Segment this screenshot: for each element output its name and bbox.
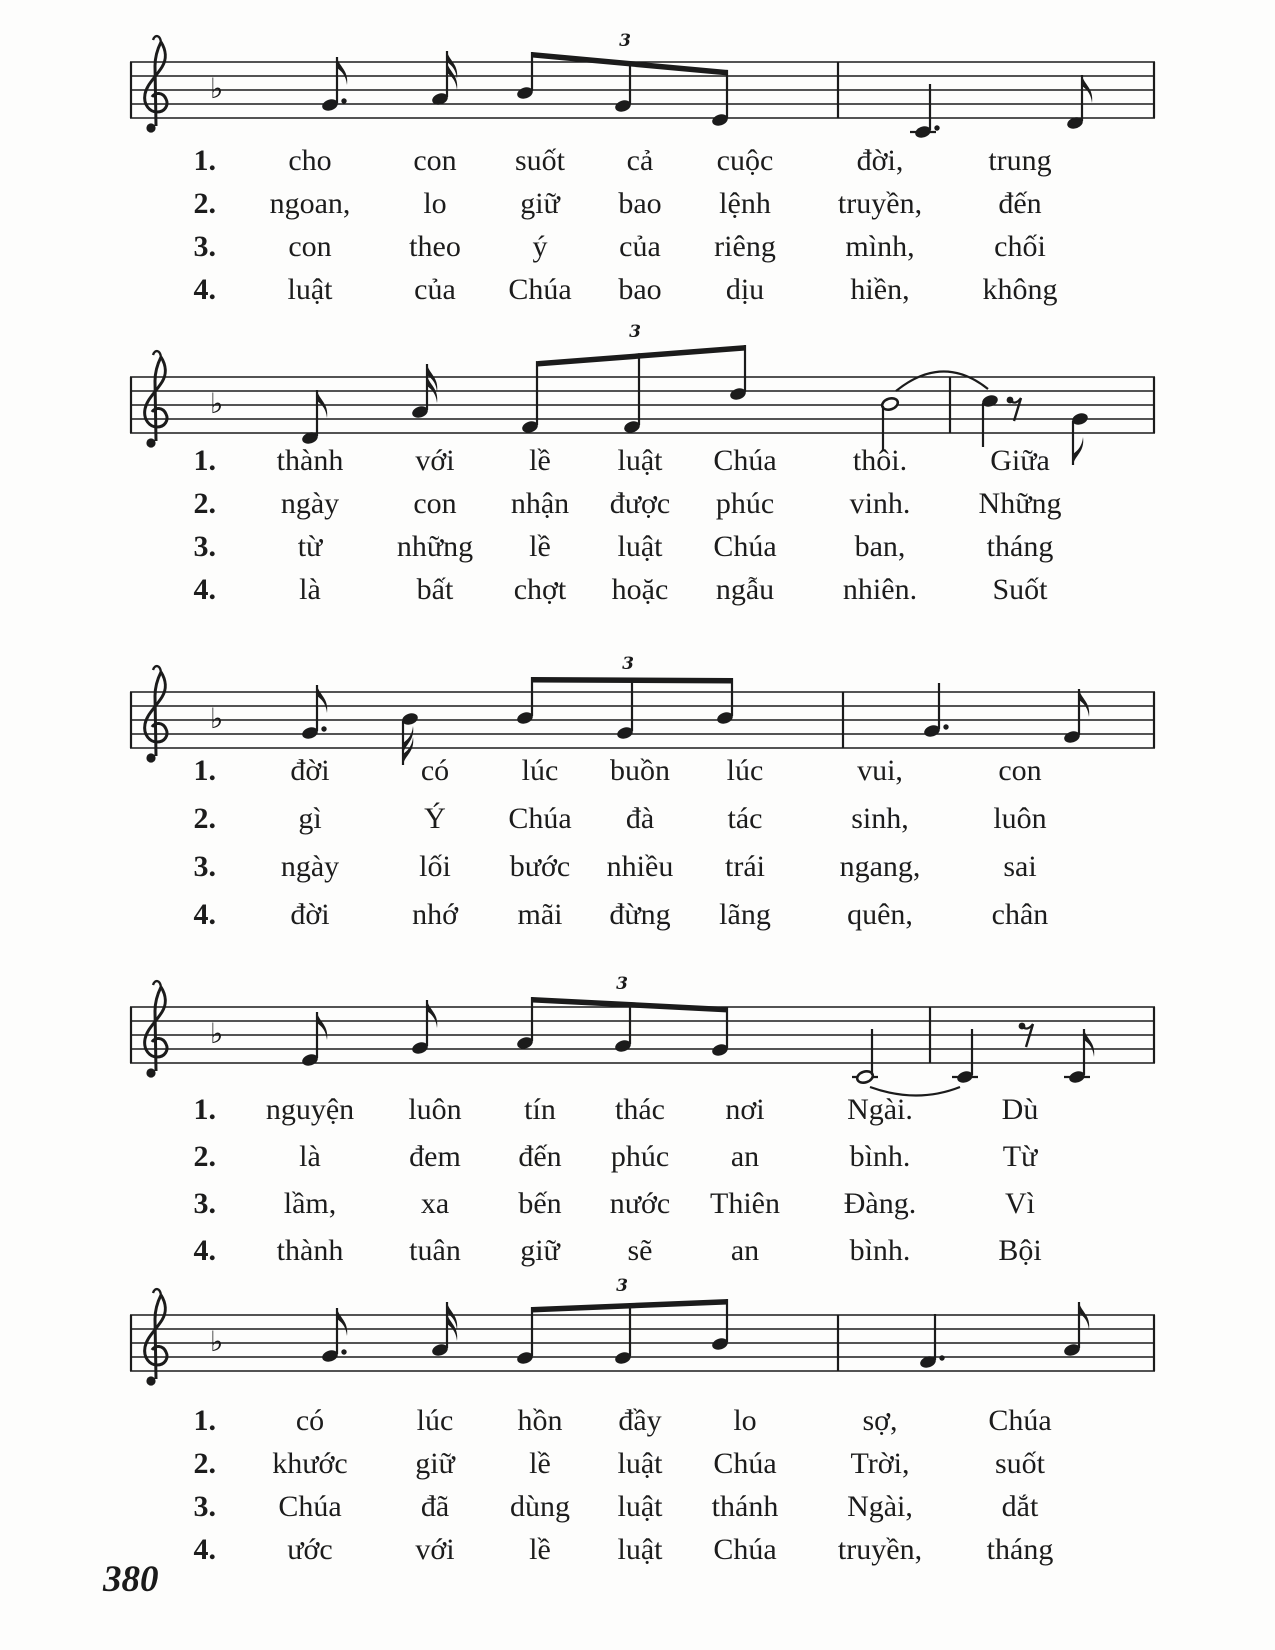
flat-sign: ♭: [210, 1017, 224, 1050]
augmentation-dot: [934, 125, 939, 130]
lyric-word: lề: [529, 530, 551, 563]
beam-triplet: [516, 974, 730, 1058]
lyric-word: chân: [991, 898, 1049, 931]
lyric-word: Đàng.: [843, 1187, 917, 1220]
lyric-word: Chúa: [713, 530, 777, 563]
lyric-word: sẽ: [627, 1234, 653, 1267]
lyric-word: phúc: [610, 1140, 670, 1173]
lyric-word: trung: [988, 144, 1052, 177]
flat-sign: ♭: [210, 702, 224, 735]
lyric-word: thành: [276, 1234, 344, 1267]
lyric-word: tháng: [986, 1533, 1054, 1566]
system-4-verse-4: [130, 1233, 1090, 1273]
lyric-word: nhiên.: [842, 573, 918, 606]
eighth-note: [1063, 689, 1090, 745]
lyric-word: Chúa: [988, 1404, 1052, 1437]
lyric-word: của: [414, 273, 456, 306]
eighth-note: [301, 390, 328, 446]
lyric-word: con: [288, 230, 332, 263]
triplet-number: 3: [619, 31, 631, 51]
lyric-word: lúc: [726, 754, 764, 787]
lyric-word: Dù: [1001, 1093, 1039, 1126]
note-flag: [1079, 689, 1089, 717]
lyric-word: bao: [618, 187, 662, 220]
verse-number: 4.: [193, 898, 216, 931]
augmentation-dot: [321, 726, 326, 731]
lyric-word: hồn: [517, 1404, 563, 1437]
beam-triplet: [516, 31, 730, 128]
lyric-word: đã: [420, 1490, 450, 1523]
quarter-note: [981, 393, 1000, 447]
system-2-verse-4: [130, 572, 1090, 612]
lyric-word: luật: [617, 444, 663, 477]
system-1-verse-4: [130, 272, 1090, 312]
lyric-word: lề: [529, 444, 551, 477]
lyric-word: ngẫu: [715, 573, 775, 606]
lyric-word: ước: [287, 1533, 333, 1566]
lyric-word: phúc: [715, 487, 775, 520]
lyric-word: đầy: [618, 1404, 662, 1437]
lyric-word: đà: [625, 802, 655, 835]
system-3-verse-2: [130, 801, 1090, 841]
lyric-word: truyền,: [837, 187, 923, 220]
lyric-word: Chúa: [713, 1533, 777, 1566]
lyric-word: Những: [978, 487, 1062, 520]
lyric-word: ngang,: [839, 850, 921, 883]
lyric-word: lối: [419, 850, 451, 883]
lyric-word: khước: [272, 1447, 348, 1480]
lyric-word: có: [295, 1404, 325, 1437]
lyric-word: bình.: [849, 1140, 911, 1173]
lyric-word: tuân: [409, 1234, 461, 1267]
lyric-word: nguyện: [265, 1093, 355, 1126]
lyric-word: an: [730, 1234, 760, 1267]
triplet-number: 3: [616, 974, 628, 994]
eighth-rest: [1007, 397, 1021, 421]
beam: [532, 677, 732, 684]
lyric-word: Ngài,: [847, 1490, 913, 1523]
lyric-word: luật: [617, 1490, 663, 1523]
note-flag: [1079, 1302, 1089, 1330]
lyric-word: tác: [727, 802, 763, 835]
eighth-note: [1063, 1302, 1090, 1358]
lyric-word: quên,: [847, 898, 913, 931]
system-3-verse-1: [130, 753, 1090, 793]
system-5-verse-3: [130, 1489, 1090, 1529]
lyric-word: lầm,: [283, 1187, 337, 1220]
lyric-word: Trời,: [850, 1447, 910, 1480]
lyric-word: xa: [420, 1187, 450, 1220]
lyric-word: dắt: [1001, 1490, 1039, 1523]
system-5-verse-4: [130, 1532, 1090, 1572]
verse-number: 1.: [193, 754, 216, 787]
verse-number: 2.: [193, 1447, 216, 1480]
lyric-word: là: [299, 573, 321, 606]
verse-number: 2.: [193, 802, 216, 835]
system-1-verse-1: [130, 143, 1090, 183]
verse-number: 4.: [193, 573, 216, 606]
flat-sign: ♭: [210, 1325, 224, 1358]
lyric-word: sợ,: [862, 1404, 898, 1437]
verse-number: 1.: [193, 444, 216, 477]
verse-number: 3.: [193, 1187, 216, 1220]
eighth-note: [301, 685, 328, 741]
lyric-word: thành: [276, 444, 344, 477]
lyric-word: gì: [298, 802, 322, 835]
lyric-word: những: [396, 530, 474, 563]
lyric-word: con: [413, 487, 457, 520]
lyric-word: Chúa: [713, 1447, 777, 1480]
system-1-verse-2: [130, 186, 1090, 226]
lyric-word: dùng: [510, 1490, 570, 1523]
system-2-verse-1: [130, 443, 1090, 483]
lyric-word: bao: [618, 273, 662, 306]
augmentation-dot: [341, 1349, 346, 1354]
system-2-verse-3: [130, 529, 1090, 569]
lyric-word: tháng: [986, 530, 1054, 563]
lyric-word: Bội: [998, 1234, 1042, 1267]
lyric-word: lúc: [416, 1404, 454, 1437]
note-flag: [1082, 75, 1092, 103]
note-flag: [317, 1012, 327, 1040]
lyric-word: nhiều: [606, 850, 674, 883]
system-4-verse-1: [130, 1092, 1090, 1132]
verse-number: 1.: [193, 144, 216, 177]
lyric-word: đến: [518, 1140, 562, 1173]
lyric-word: Giữa: [990, 444, 1050, 477]
lyric-word: mãi: [517, 898, 563, 931]
system-5-verse-1: [130, 1403, 1090, 1443]
verse-number: 2.: [193, 487, 216, 520]
lyric-word: Suốt: [992, 573, 1048, 606]
verse-number: 2.: [193, 187, 216, 220]
quarter-note: [910, 84, 940, 140]
lyric-word: riêng: [714, 230, 776, 263]
lyric-word: vinh.: [849, 487, 911, 520]
note-flag: [1084, 1029, 1094, 1057]
lyric-word: lo: [733, 1404, 757, 1437]
lyric-word: Chúa: [508, 273, 572, 306]
lyric-word: lề: [529, 1447, 551, 1480]
lyric-word: Từ: [1002, 1140, 1038, 1173]
lyric-word: luật: [617, 1447, 663, 1480]
sixteenth-note: [431, 51, 458, 107]
lyric-word: Ngài.: [847, 1093, 913, 1126]
lyric-word: Chúa: [713, 444, 777, 477]
flat-sign: ♭: [210, 72, 224, 105]
verse-number: 3.: [193, 850, 216, 883]
lyric-word: Chúa: [278, 1490, 342, 1523]
eighth-note: [1064, 1029, 1094, 1085]
system-2-verse-2: [130, 486, 1090, 526]
lyric-word: nơi: [725, 1093, 765, 1126]
system-5-verse-2: [130, 1446, 1090, 1486]
lyric-word: lề: [529, 1533, 551, 1566]
note-flag: [427, 1000, 437, 1028]
lyric-word: được: [609, 487, 671, 520]
lyric-word: luật: [617, 530, 663, 563]
lyric-word: suốt: [514, 144, 565, 177]
beam: [538, 345, 746, 367]
quarter-note: [952, 1029, 978, 1085]
lyric-word: chợt: [513, 573, 567, 606]
lyric-word: vui,: [857, 754, 903, 787]
lyric-word: nước: [609, 1187, 671, 1220]
verse-number: 4.: [193, 1533, 216, 1566]
page-number: 380: [103, 1559, 159, 1600]
lyric-word: ban,: [854, 530, 906, 563]
lyric-word: thác: [615, 1093, 665, 1126]
sixteenth-note: [431, 1302, 458, 1358]
beam-triplet: [516, 654, 735, 741]
augmentation-dot: [341, 98, 346, 103]
lyric-word: là: [299, 1140, 321, 1173]
lyric-word: với: [415, 1533, 455, 1566]
lyric-word: bến: [518, 1187, 562, 1220]
system-1-verse-3: [130, 229, 1090, 269]
lyric-word: giữ: [415, 1447, 455, 1480]
lyric-word: giữ: [520, 1234, 560, 1267]
lyric-word: luôn: [408, 1093, 462, 1126]
augmentation-dot: [939, 1355, 944, 1360]
lyric-word: nhận: [510, 487, 570, 520]
lyric-word: Ý: [424, 802, 446, 835]
quarter-note: [919, 1314, 945, 1370]
lyric-word: con: [413, 144, 457, 177]
verse-number: 1.: [193, 1093, 216, 1126]
lyric-word: lệnh: [719, 187, 771, 220]
note-flag: [317, 390, 327, 418]
lyric-word: sai: [1003, 850, 1037, 883]
lyric-word: hiền,: [850, 273, 910, 306]
lyric-word: bất: [416, 573, 454, 606]
lyric-word: đừng: [609, 898, 671, 931]
lyric-word: Chúa: [508, 802, 572, 835]
lyric-word: trái: [725, 850, 765, 883]
lyric-word: sinh,: [851, 802, 909, 835]
lyric-word: với: [415, 444, 455, 477]
lyric-word: có: [420, 754, 450, 787]
verse-number: 4.: [193, 273, 216, 306]
eighth-note: [1066, 75, 1093, 131]
verse-number: 3.: [193, 230, 216, 263]
half-note: [852, 1029, 878, 1085]
lyric-word: bình.: [849, 1234, 911, 1267]
triplet-number: 3: [622, 654, 634, 674]
beam-triplet: [516, 1276, 730, 1366]
lyric-word: nhớ: [412, 898, 458, 931]
lyric-word: cho: [288, 144, 332, 177]
verse-number: 3.: [193, 530, 216, 563]
lyric-word: lúc: [521, 754, 559, 787]
lyric-word: Thiên: [710, 1187, 780, 1220]
lyric-word: luật: [287, 273, 333, 306]
lyric-word: của: [619, 230, 661, 263]
triplet-number: 3: [629, 322, 641, 342]
flat-sign: ♭: [210, 387, 224, 420]
lyric-word: an: [730, 1140, 760, 1173]
lyric-word: tín: [524, 1093, 556, 1126]
system-4-verse-3: [130, 1186, 1090, 1226]
lyric-word: ngày: [280, 487, 340, 520]
lyric-word: từ: [297, 530, 323, 563]
lyric-word: chối: [994, 230, 1046, 263]
lyric-word: thôi.: [852, 444, 908, 477]
lyric-word: mình,: [845, 230, 915, 263]
verse-number: 3.: [193, 1490, 216, 1523]
lyric-word: đời: [290, 898, 330, 931]
lyric-word: suốt: [994, 1447, 1045, 1480]
verse-number: 1.: [193, 1404, 216, 1437]
lyric-word: lãng: [719, 898, 771, 931]
lyric-word: theo: [409, 230, 461, 263]
lyric-word: đời: [290, 754, 330, 787]
lyric-word: buồn: [610, 754, 670, 787]
lyric-word: luôn: [993, 802, 1047, 835]
lyric-word: giữ: [520, 187, 560, 220]
lyric-word: bước: [509, 850, 571, 883]
system-3-verse-3: [130, 849, 1090, 889]
lyric-word: đem: [409, 1140, 461, 1173]
lyric-word: thánh: [711, 1490, 779, 1523]
lyric-word: ý: [532, 230, 548, 263]
lyric-word: dịu: [725, 273, 765, 306]
eighth-note: [321, 1308, 348, 1364]
tie: [896, 371, 988, 391]
lyric-word: Vì: [1005, 1187, 1035, 1220]
lyric-word: luật: [617, 1533, 663, 1566]
lyric-word: ngày: [280, 850, 340, 883]
lyric-word: ngoan,: [269, 187, 351, 220]
system-4-verse-2: [130, 1139, 1090, 1179]
lyric-word: cả: [626, 144, 654, 177]
note-flag: [317, 685, 327, 713]
lyric-word: đến: [998, 187, 1042, 220]
lyric-word: đời,: [856, 144, 904, 177]
verse-number: 4.: [193, 1234, 216, 1267]
lyric-word: cuộc: [716, 144, 774, 177]
note-flag: [337, 1308, 347, 1336]
lyric-word: truyền,: [837, 1533, 923, 1566]
system-3-verse-4: [130, 897, 1090, 937]
augmentation-dot: [943, 724, 948, 729]
half-note: [881, 396, 900, 450]
eighth-note: [411, 1000, 438, 1056]
lyric-word: hoặc: [611, 573, 669, 606]
triplet-number: 3: [616, 1276, 628, 1296]
beam-triplet: [521, 322, 748, 435]
verse-number: 2.: [193, 1140, 216, 1173]
lyric-word: con: [998, 754, 1042, 787]
lyric-word: không: [982, 273, 1058, 306]
sixteenth-note: [411, 364, 438, 420]
lyric-word: lo: [423, 187, 447, 220]
